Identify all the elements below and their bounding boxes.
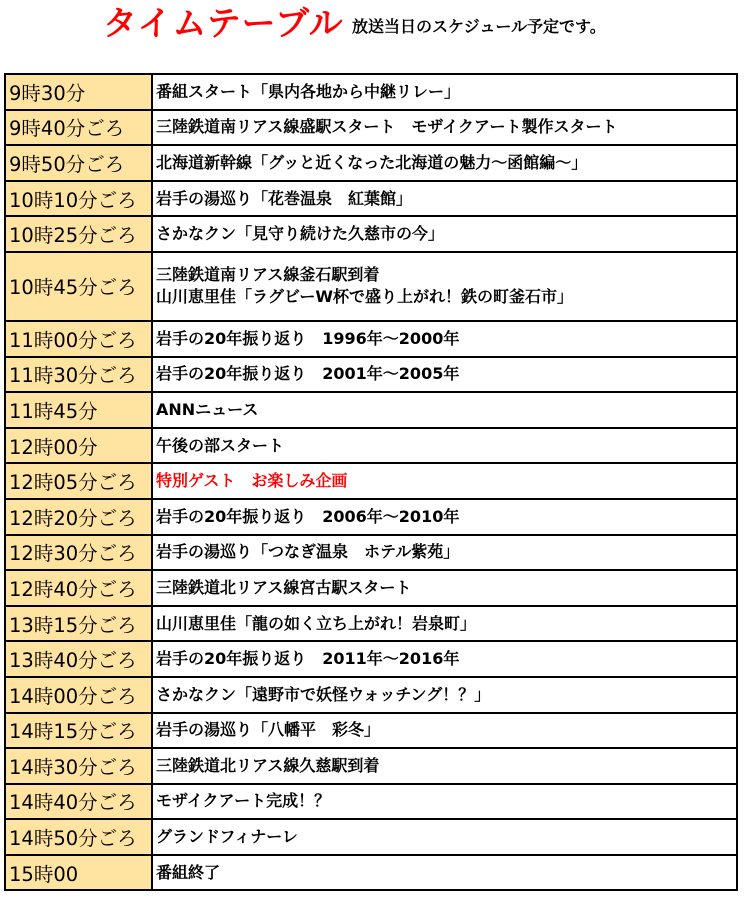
time-cell: 12時30分ごろ [5,535,152,571]
program-cell [152,216,737,252]
time-cell: 14時40分ごろ [5,784,152,820]
program-text: 三陸鉄道北リアス線久慈駅到着 [156,755,380,775]
program-cell [152,535,737,571]
table-row [5,784,737,820]
time-cell: 10時10分ごろ [5,181,152,217]
time-cell: 14時15分ごろ [5,713,152,749]
table-row [5,145,737,181]
program-text: さかなクン「見守り続けた久慈市の今」 [156,224,445,244]
program-cell [152,784,737,820]
table-row [5,74,737,110]
program-cell [152,428,737,464]
program-text: 番組終了 [156,862,221,882]
program-text: 三陸鉄道北リアス線宮古駅スタート [156,577,412,597]
program-cell [152,252,737,321]
time-cell: 9時30分 [5,74,152,110]
program-cell [152,392,737,428]
table-row [5,535,737,571]
program-cell [152,74,737,110]
program-text-highlight: 特別ゲスト お楽しみ企画 [156,471,348,491]
program-text: 北海道新幹線「グッと近くなった北海道の魅力～函館編～」 [156,152,588,172]
time-cell: 10時25分ごろ [5,216,152,252]
program-text: 三陸鉄道南リアス線盛駅スタート モザイクアート製作スタート [156,117,618,137]
time-cell: 14時00分ごろ [5,677,152,713]
program-cell [152,641,737,677]
program-text: 岩手の20年振り返り 1996年～2000年 [156,328,460,348]
table-row [5,428,737,464]
time-cell: 13時15分ごろ [5,606,152,642]
program-text: モザイクアート完成！？ [156,791,331,811]
time-cell: 9時40分ごろ [5,110,152,146]
table-row [5,392,737,428]
time-cell: 14時50分ごろ [5,819,152,855]
program-cell [152,606,737,642]
program-text: 岩手の湯巡り「つなぎ温泉 ホテル紫苑」 [156,542,460,562]
program-text: ANNニュース [156,399,259,419]
table-row [5,499,737,535]
program-cell [152,570,737,606]
time-cell: 12時20分ごろ [5,499,152,535]
program-text: 岩手の20年振り返り 2001年～2005年 [156,364,460,384]
time-cell: 9時50分ごろ [5,145,152,181]
time-cell: 15時00 [5,855,152,891]
table-row [5,713,737,749]
program-text: 岩手の湯巡り「八幡平 彩冬」 [156,720,381,740]
table-row [5,110,737,146]
program-text: グランドフィナーレ [156,827,298,847]
page-title: タイムテーブル [103,4,344,44]
table-row [5,181,737,217]
table-row [5,677,737,713]
table-row [5,606,737,642]
program-cell [152,145,737,181]
time-cell: 12時40分ごろ [5,570,152,606]
time-cell: 11時30分ごろ [5,357,152,393]
table-row [5,463,737,499]
program-cell [152,819,737,855]
time-cell: 12時00分 [5,428,152,464]
program-cell [152,321,737,357]
program-cell [152,499,737,535]
program-cell [152,855,737,891]
program-text: 山川恵里佳「龍の如く立ち上がれ！岩泉町」 [156,613,477,633]
table-row [5,641,737,677]
schedule-table [4,73,738,891]
table-row [5,357,737,393]
program-text: さかなクン「遠野市で妖怪ウォッチング！？」 [156,684,491,704]
table-row [5,570,737,606]
program-cell [152,677,737,713]
program-cell [152,181,737,217]
table-row [5,252,737,321]
program-text: 番組スタート「県内各地から中継リレー」 [156,81,461,101]
page-subtitle: 放送当日のスケジュール予定です。 [352,17,606,36]
program-cell-highlight [152,463,737,499]
program-cell [152,748,737,784]
program-text: 岩手の湯巡り「花巻温泉 紅葉館」 [156,188,413,208]
time-cell: 11時00分ごろ [5,321,152,357]
table-row [5,216,737,252]
program-cell [152,357,737,393]
time-cell: 10時45分ごろ [5,252,152,321]
table-row [5,748,737,784]
program-text: 三陸鉄道南リアス線釜石駅到着 [156,265,380,285]
program-text: 午後の部スタート [156,435,285,455]
time-cell: 13時40分ごろ [5,641,152,677]
time-cell: 12時05分ごろ [5,463,152,499]
program-text: 岩手の20年振り返り 2011年～2016年 [156,649,460,669]
time-cell: 14時30分ごろ [5,748,152,784]
table-row [5,855,737,891]
program-cell [152,110,737,146]
header [0,0,746,70]
time-cell: 11時45分 [5,392,152,428]
program-text: 山川恵里佳「ラグビーW杯で盛り上がれ！鉄の町釜石市」 [156,287,574,307]
table-row [5,819,737,855]
program-text: 岩手の20年振り返り 2006年～2010年 [156,506,460,526]
table-row [5,321,737,357]
program-cell [152,713,737,749]
